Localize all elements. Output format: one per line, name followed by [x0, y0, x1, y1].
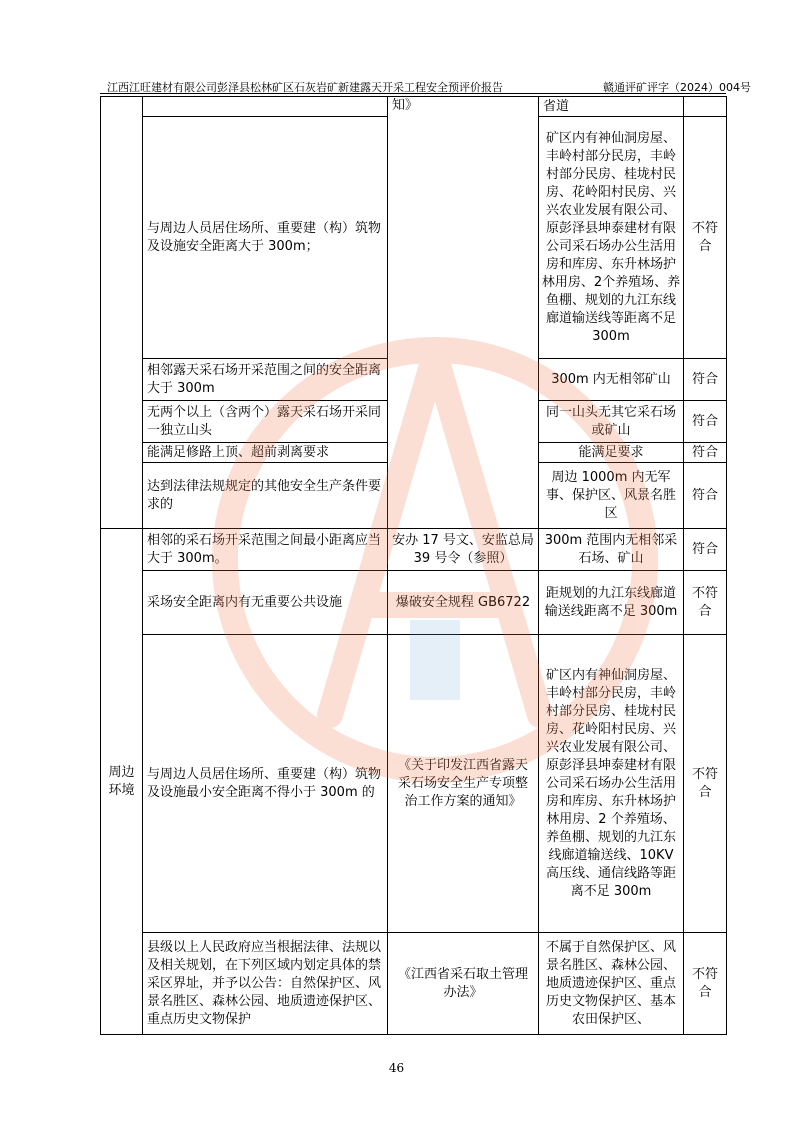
- result-cell: 符合: [684, 529, 727, 571]
- header-divider: [100, 93, 726, 94]
- requirement-cell: 与周边人员居住场所、重要建（构）筑物及设施最小安全距离不得小于 300m 的: [143, 635, 388, 933]
- actual-cell: 周边 1000m 内无军事、保护区、风景名胜区: [539, 463, 684, 529]
- result-cell: 不符合: [684, 933, 727, 1035]
- report-title-header: 江西江旺建材有限公司彭泽县松林矿区石灰岩矿新建露天开采工程安全预评价报告: [107, 81, 503, 94]
- actual-cell: 矿区内有神仙洞房屋、丰岭村部分民房，丰岭村部分民房、桂垅村民房、花岭阳村民房、兴兴农业发展有限公司、原彭泽县坤泰建材有限公司采石场办公生活用房和库房、东升林场护林用房、2个养殖场、养鱼棚、规划的九江东线廊道输送线等距离不足 300m: [539, 117, 684, 359]
- result-cell: 符合: [684, 359, 727, 401]
- table-row: [101, 97, 727, 117]
- basis-cell: 知》: [388, 97, 539, 529]
- table-row: [101, 529, 727, 571]
- table-row: [101, 933, 727, 1035]
- page-number: 46: [388, 1061, 405, 1075]
- result-cell: 符合: [684, 443, 727, 463]
- actual-cell: 300m 内无相邻矿山: [539, 359, 684, 401]
- requirement-cell: 无两个以上（含两个）露天采石场开采同一独立山头: [143, 401, 388, 443]
- result-cell: 符合: [684, 463, 727, 529]
- safety-evaluation-table: [100, 96, 727, 1035]
- report-number-header: 赣通评矿评字（2024）004号: [603, 81, 751, 94]
- basis-cell: 安办 17 号文、安监总局 39 号令（参照）: [388, 529, 539, 571]
- requirement-cell: 相邻露天采石场开采范围之间的安全距离大于 300m: [143, 359, 388, 401]
- result-cell: 不符合: [684, 571, 727, 635]
- actual-cell: 省道: [539, 97, 684, 117]
- requirement-cell: 相邻的采石场开采范围之间最小距离应当大于 300m。: [143, 529, 388, 571]
- requirement-cell: 县级以上人民政府应当根据法律、法规以及相关规划，在下列区域内划定具体的禁采区界址，并予以公告：自然保护区、风景名胜区、森林公园、地质遗迹保护区、重点历史文物保护: [143, 933, 388, 1035]
- requirement-cell: 达到法律法规规定的其他安全生产条件要求的: [143, 463, 388, 529]
- requirement-cell: [143, 97, 388, 117]
- actual-cell: 不属于自然保护区、风景名胜区、森林公园、地质遗迹保护区、重点历史文物保护区、基本农田保护区、: [539, 933, 684, 1035]
- basis-cell: 爆破安全规程 GB6722: [388, 571, 539, 635]
- actual-cell: 距规划的九江东线廊道输送线距离不足 300m: [539, 571, 684, 635]
- requirement-cell: 与周边人员居住场所、重要建（构）筑物及设施安全距离大于 300m；: [143, 117, 388, 359]
- basis-cell: 《江西省采石取土管理办法》: [388, 933, 539, 1035]
- basis-cell: 《关于印发江西省露天采石场安全生产专项整治工作方案的通知》: [388, 635, 539, 933]
- result-cell: [684, 97, 727, 117]
- actual-cell: 能满足要求: [539, 443, 684, 463]
- category-cell: [101, 97, 143, 529]
- actual-cell: 同一山头无其它采石场或矿山: [539, 401, 684, 443]
- table-row: [101, 635, 727, 933]
- requirement-cell: 采场安全距离内有无重要公共设施: [143, 571, 388, 635]
- table-row: [101, 571, 727, 635]
- result-cell: 符合: [684, 401, 727, 443]
- actual-cell: 300m 范围内无相邻采石场、矿山: [539, 529, 684, 571]
- requirement-cell: 能满足修路上顶、超前剥离要求: [143, 443, 388, 463]
- actual-cell: 矿区内有神仙洞房屋、丰岭村部分民房，丰岭村部分民房、桂垅村民房、花岭阳村民房、兴兴农业发展有限公司、原彭泽县坤泰建材有限公司采石场办公生活用房和库房、东升林场护林用房、2 个养殖场、养鱼棚、规划的九江东线廊道输送线、10KV 高压线、通信线路等距离不足 300m: [539, 635, 684, 933]
- result-cell: 不符合: [684, 117, 727, 359]
- category-cell: 周边环境: [101, 529, 143, 1035]
- result-cell: 不符合: [684, 635, 727, 933]
